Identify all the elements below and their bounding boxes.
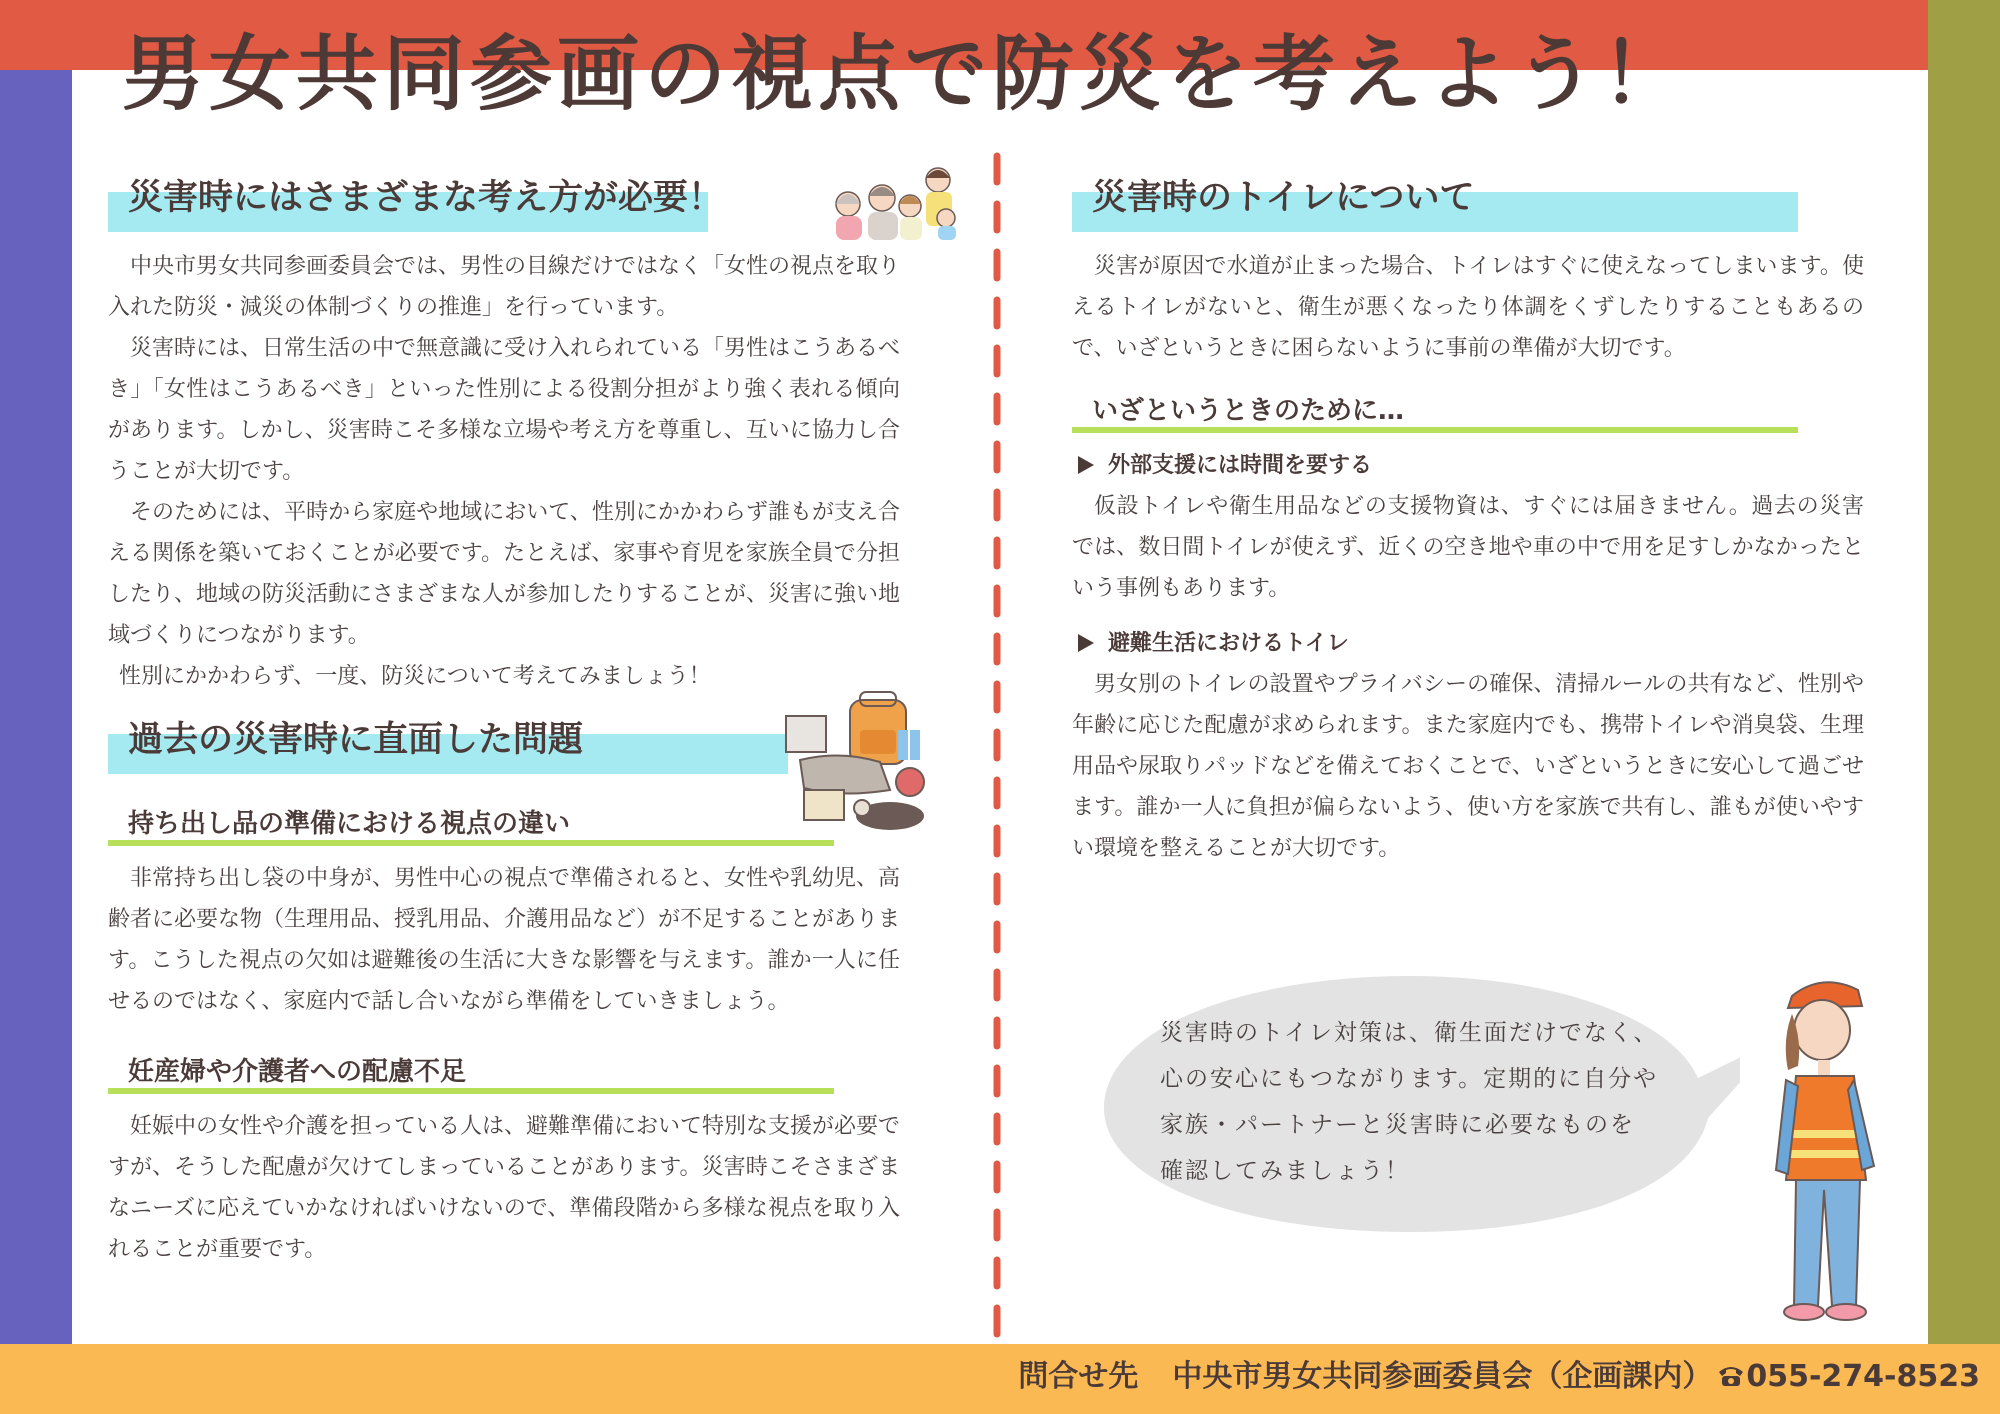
subheading-text: 妊産婦や介護者への配慮不足	[128, 1057, 467, 1087]
external-support-text	[1072, 486, 1864, 609]
heading-text: 過去の災害時に直面した問題	[128, 720, 584, 760]
subheading-text: 持ち出し品の準備における視点の違い	[128, 809, 571, 839]
triangle-bullet-icon	[1078, 456, 1094, 474]
emergency-kit-illustration	[780, 690, 940, 838]
center-dashed-divider	[990, 150, 1004, 1350]
paragraph: 非常持ち出し袋の中身が、男性中心の視点で準備されると、女性や乳幼児、高齢者に必要な物（生理用品、授乳用品、介護用品など）が不足することがあります。こうした視点の欠如は避難後の生活に大きな影響を与えます。誰か一人に任せるのではなく、家庭内で話し合いながら準備をしていきましょう。	[108, 866, 901, 1014]
right-color-band	[1928, 0, 2000, 1344]
contact-organization: 中央市男女共同参画委員会（企画課内）	[1172, 1359, 1713, 1394]
heading-toilet	[1072, 176, 1864, 232]
page-title: 男女共同参画の視点で防災を考えよう！	[122, 27, 1689, 122]
contact-footer	[1018, 1351, 1980, 1403]
bubble-line: 心の安心にもつながります。定期的に自分や	[1160, 1066, 1659, 1092]
volunteer-person-illustration	[1762, 970, 1902, 1330]
bullet-label: 避難生活におけるトイレ	[1108, 631, 1349, 656]
right-column	[1072, 176, 1864, 869]
paragraph: 仮設トイレや衛生用品などの支援物資は、すぐには届きません。過去の災害では、数日間トイレが使えず、近くの空き地や車の中で用を足すしかなかったという事例もあります。	[1072, 494, 1864, 601]
paragraph: 災害が原因で水道が止まった場合、トイレはすぐに使えなってしまいます。使えるトイレがないと、衛生が悪くなったり体調をくずしたりすることもあるので、いざというときに困らないように事前の準備が大切です。	[1072, 254, 1864, 361]
subheading-text: いざというときのために…	[1092, 396, 1405, 426]
subheading-line	[108, 1088, 834, 1094]
evacuation-toilet-text	[1072, 664, 1864, 869]
triangle-bullet-icon	[1078, 634, 1094, 652]
bubble-line: 家族・パートナーと災害時に必要なものを	[1160, 1112, 1635, 1138]
left-color-band	[0, 70, 72, 1344]
paragraph: 妊娠中の女性や介護を担っている人は、避難準備において特別な支援が必要ですが、そうした配慮が欠けてしまっていることがあります。災害時こそさまざまなニーズに応えていかなければいけないので、準備段階から多様な視点を取り入れることが重要です。	[108, 1114, 901, 1262]
subheading-preparation	[1072, 391, 1864, 433]
section-intro-text	[108, 246, 900, 697]
pregnant-caregivers-text	[108, 1106, 900, 1270]
heading-diverse-perspectives	[108, 176, 900, 232]
subheading-line	[108, 840, 834, 846]
subheading-line	[1072, 427, 1798, 433]
heading-text: 災害時のトイレについて	[1092, 178, 1475, 218]
contact-phone[interactable]: 055-274-8523	[1746, 1359, 1980, 1394]
bullet-label: 外部支援には時間を要する	[1108, 453, 1373, 478]
left-column	[108, 176, 900, 697]
bullet-external-support	[1072, 445, 1864, 486]
paragraph: 男女別のトイレの設置やプライバシーの確保、清掃ルールの共有など、性別や年齢に応じた配慮が求められます。また家庭内でも、携帯トイレや消臭袋、生理用品や尿取りパッドなどを備えておくことで、いざというときに安心して過ごせます。誰か一人に負担が偏らないよう、使い方を家族で共有し、誰もが使いやすい環境を整えることが大切です。	[1072, 672, 1864, 861]
subheading-pregnant-caregivers	[108, 1052, 900, 1094]
bullet-evacuation-toilet	[1072, 623, 1864, 664]
paragraph: 性別にかかわらず、一度、防災について考えてみましょう！	[119, 664, 711, 689]
family-illustration	[826, 160, 966, 242]
bubble-line: 災害時のトイレ対策は、衛生面だけでなく、	[1160, 1020, 1659, 1046]
contact-label: 問合せ先	[1018, 1359, 1139, 1394]
bubble-line: 確認してみましょう！	[1160, 1158, 1410, 1184]
speech-bubble-text	[1160, 1010, 1680, 1194]
supplies-text	[108, 858, 900, 1022]
toilet-intro-text	[1072, 246, 1864, 369]
paragraph: 中央市男女共同参画委員会では、男性の目線だけではなく「女性の視点を取り入れた防災・減災の体制づくりの推進」を行っています。	[108, 254, 901, 320]
paragraph: そのためには、平時から家庭や地域において、性別にかかわらず誰もが支え合える関係を築いておくことが必要です。たとえば、家事や育児を家族全員で分担したり、地域の防災活動にさまざまな人が参加したりすることが、災害に強い地域づくりにつながります。	[108, 500, 901, 648]
phone-icon	[1716, 1364, 1746, 1388]
paragraph: 災害時には、日常生活の中で無意識に受け入れられている「男性はこうあるべき」「女性はこうあるべき」といった性別による役割分担がより強く表れる傾向があります。しかし、災害時こそ多様な立場や考え方を尊重し、互いに協力し合うことが大切です。	[108, 336, 901, 484]
heading-text: 災害時にはさまざまな考え方が必要！	[128, 178, 724, 218]
